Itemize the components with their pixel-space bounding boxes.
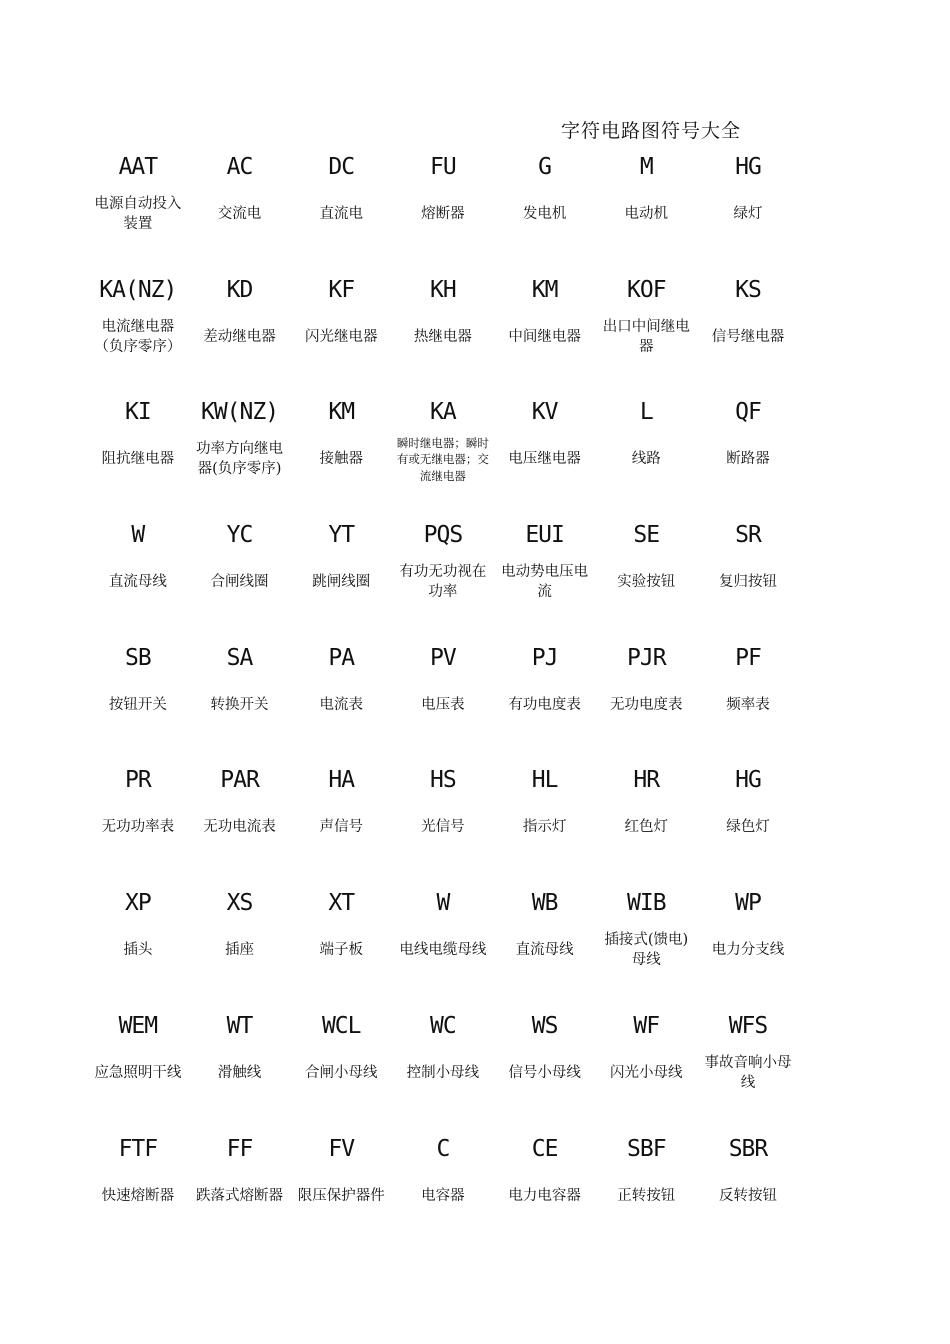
symbol-code: XP: [124, 890, 151, 917]
symbol-code: CE: [531, 1135, 558, 1162]
symbol-code: PJ: [531, 644, 558, 671]
symbol-description: 插接式(馈电)母线: [604, 932, 689, 969]
symbol-code: FU: [430, 154, 456, 180]
symbol-cell: [87, 393, 189, 516]
symbol-desc-box: [392, 560, 494, 604]
symbol-code: WP: [735, 890, 761, 917]
symbol-cell: [494, 148, 596, 271]
symbol-description: 应急照明干线: [94, 1064, 182, 1081]
symbol-code: KA(NZ): [99, 276, 177, 303]
symbol-description: 直流母线: [515, 942, 574, 959]
symbol-cell: [87, 639, 189, 762]
symbol-desc-box: [87, 560, 189, 604]
symbol-code: SA: [226, 644, 253, 671]
symbol-description: 电线电缆母线: [399, 942, 487, 959]
symbol-code: YC: [226, 522, 253, 549]
symbol-cell: [697, 393, 799, 516]
symbol-description: 发电机: [522, 206, 567, 222]
symbol-description: 断路器: [726, 451, 770, 468]
symbol-code: PQS: [423, 522, 463, 549]
symbol-code: PA: [328, 644, 355, 671]
symbol-cell: [595, 148, 697, 271]
symbol-desc-box: [392, 805, 494, 849]
symbol-desc-box: [494, 315, 596, 359]
symbol-code: KF: [328, 276, 355, 303]
symbol-desc-box: [392, 928, 494, 972]
symbol-cell: [392, 516, 494, 639]
symbol-description: 按钮开关: [108, 696, 167, 713]
symbol-desc-box: [494, 683, 596, 727]
symbol-description: 限压保护器件: [297, 1187, 385, 1204]
symbol-description: 功率方向继电器(负序零序): [196, 441, 284, 478]
symbol-code: WC: [430, 1012, 456, 1039]
symbol-description: 信号继电器: [711, 328, 785, 345]
symbol-desc-box: [697, 928, 799, 972]
symbol-code: WEM: [118, 1012, 158, 1039]
symbol-description: 频率表: [726, 696, 770, 713]
symbol-description: 电压表: [421, 696, 465, 713]
symbol-description: 合闸小母线: [304, 1064, 378, 1081]
symbol-desc-box: [290, 192, 392, 236]
symbol-cell: [189, 884, 291, 1007]
symbol-cell: [87, 884, 189, 1007]
symbol-description: 端子板: [319, 942, 363, 959]
symbol-desc-box: [290, 683, 392, 727]
symbol-row: [87, 761, 799, 884]
page-title: 字符电路图符号大全: [561, 120, 742, 142]
symbol-desc-box: [392, 1174, 494, 1218]
symbol-row: [87, 1130, 799, 1253]
symbol-code: WB: [531, 890, 558, 917]
symbol-code: HG: [735, 154, 761, 180]
symbol-desc-box: [189, 315, 291, 359]
symbol-code: W: [436, 890, 450, 917]
symbol-description: 电力分支线: [711, 942, 785, 959]
symbol-desc-box: [595, 437, 697, 481]
symbol-description: 线路: [631, 451, 661, 468]
symbol-code: KM: [531, 276, 558, 303]
symbol-description: 复归按钮: [718, 574, 777, 591]
symbol-cell: [392, 1007, 494, 1130]
symbol-desc-box: [494, 1174, 596, 1218]
symbol-description: 事故音响小母线: [704, 1054, 792, 1091]
symbol-code: W: [131, 522, 145, 549]
symbol-code: WT: [226, 1012, 253, 1039]
symbol-desc-box: [494, 1051, 596, 1095]
symbol-row: [87, 393, 799, 516]
symbol-description: 瞬时继电器；瞬时有或无继电器；交流继电器: [396, 435, 489, 483]
symbol-cell: [87, 761, 189, 884]
symbol-row: [87, 148, 799, 271]
symbol-description: 反转按钮: [718, 1187, 777, 1204]
symbol-description: 熔断器: [421, 206, 465, 222]
symbol-cell: [494, 1130, 596, 1253]
symbol-desc-box: [189, 437, 291, 481]
symbol-code: M: [639, 154, 653, 180]
symbol-desc-box: [392, 1051, 494, 1095]
symbol-code: HL: [531, 767, 558, 794]
symbol-code: FTF: [118, 1135, 158, 1162]
symbol-desc-box: [290, 1051, 392, 1095]
symbol-desc-box: [189, 928, 291, 972]
symbol-description: 插座: [225, 942, 255, 959]
symbol-description: 转换开关: [210, 696, 269, 713]
symbol-desc-box: [595, 560, 697, 604]
symbol-cell: [697, 1007, 799, 1130]
symbol-desc-box: [87, 192, 189, 236]
symbol-desc-box: [697, 805, 799, 849]
symbol-row: [87, 884, 799, 1007]
symbol-desc-box: [189, 683, 291, 727]
symbol-desc-box: [189, 192, 291, 236]
symbol-description: 有功电度表: [508, 696, 581, 713]
symbol-code: FF: [226, 1135, 253, 1162]
symbol-desc-box: [697, 1051, 799, 1095]
symbol-description: 声信号: [319, 819, 363, 836]
symbol-code: HR: [633, 767, 660, 794]
symbol-desc-box: [697, 683, 799, 727]
symbol-code: WS: [531, 1012, 558, 1039]
symbol-row: [87, 271, 799, 394]
symbol-desc-box: [290, 437, 392, 481]
symbol-desc-box: [87, 805, 189, 849]
symbol-desc-box: [595, 1051, 697, 1095]
symbol-cell: [494, 884, 596, 1007]
symbol-description: 光信号: [421, 819, 465, 836]
symbol-description: 绿灯: [733, 206, 763, 222]
symbol-code: XS: [226, 890, 253, 917]
symbol-code: KM: [328, 399, 355, 426]
symbol-cell: [189, 148, 291, 271]
symbol-desc-box: [87, 928, 189, 972]
symbol-desc-box: [494, 437, 596, 481]
symbol-code: KW(NZ): [200, 399, 279, 426]
symbol-cell: [290, 1007, 392, 1130]
symbol-cell: [189, 393, 291, 516]
symbol-code: SE: [633, 522, 660, 549]
symbol-desc-box: [595, 315, 697, 359]
symbol-cell: [697, 761, 799, 884]
symbol-description: 闪光继电器: [304, 328, 378, 345]
symbol-desc-box: [189, 805, 291, 849]
symbol-cell: [595, 884, 697, 1007]
symbol-desc-box: [87, 315, 189, 359]
symbol-desc-box: [392, 192, 494, 236]
symbol-desc-box: [595, 1174, 697, 1218]
symbol-desc-box: [392, 683, 494, 727]
symbol-cell: [494, 271, 596, 394]
symbol-description: 阻抗继电器: [101, 451, 175, 468]
symbol-cell: [290, 393, 392, 516]
symbol-description: 电流继电器（负序零序）: [94, 318, 182, 355]
symbol-cell: [494, 1007, 596, 1130]
symbol-desc-box: [87, 683, 189, 727]
symbol-code: PF: [735, 644, 761, 671]
symbol-code: PJR: [627, 644, 666, 671]
symbol-description: 插头: [123, 942, 153, 959]
symbol-description: 电动势电压电流: [501, 564, 589, 601]
symbol-cell: [87, 516, 189, 639]
symbol-desc-box: [494, 805, 596, 849]
symbol-cell: [494, 393, 596, 516]
symbol-description: 出口中间继电器: [602, 318, 690, 355]
symbol-desc-box: [87, 1051, 189, 1095]
symbol-desc-box: [595, 928, 697, 972]
symbol-code: SBF: [627, 1135, 666, 1162]
symbol-code: KI: [124, 399, 151, 426]
symbol-cell: [392, 1130, 494, 1253]
symbol-description: 闪光小母线: [610, 1064, 683, 1081]
symbol-description: 直流母线: [108, 574, 167, 591]
symbol-code: SBR: [728, 1135, 768, 1162]
symbol-description: 电力电容器: [508, 1187, 581, 1204]
symbol-code: YT: [328, 522, 355, 549]
symbol-code: C: [436, 1135, 450, 1162]
symbol-cell: [189, 1130, 291, 1253]
symbol-code: KS: [735, 276, 761, 303]
symbol-code: FV: [328, 1135, 355, 1162]
symbol-cell: [189, 516, 291, 639]
symbol-code: SR: [735, 522, 761, 549]
symbol-desc-box: [392, 437, 494, 481]
symbol-code: KOF: [627, 276, 666, 303]
symbol-description: 电动机: [624, 206, 669, 222]
symbol-code: XT: [328, 890, 355, 917]
symbol-desc-box: [290, 805, 392, 849]
symbol-cell: [595, 271, 697, 394]
symbol-description: 跌落式熔断器: [196, 1187, 284, 1204]
symbol-description: 差动继电器: [203, 328, 276, 345]
symbol-code: QF: [735, 399, 761, 426]
symbol-cell: [697, 884, 799, 1007]
symbol-cell: [290, 884, 392, 1007]
symbol-desc-box: [697, 437, 799, 481]
symbol-description: 滑触线: [217, 1064, 262, 1081]
symbol-description: 接触器: [319, 451, 363, 468]
symbol-description: 无功电流表: [203, 819, 276, 836]
symbol-code: HA: [328, 767, 355, 794]
symbol-code: WIB: [627, 890, 666, 917]
symbol-cell: [494, 516, 596, 639]
symbol-desc-box: [697, 560, 799, 604]
symbol-description: 电流表: [319, 696, 363, 713]
symbol-desc-box: [595, 192, 697, 236]
symbol-description: 信号小母线: [508, 1064, 581, 1081]
symbol-desc-box: [290, 928, 392, 972]
symbol-description: 红色灯: [624, 819, 669, 836]
symbol-desc-box: [494, 560, 596, 604]
symbol-cell: [87, 148, 189, 271]
symbol-code: DC: [328, 154, 355, 180]
symbol-desc-box: [87, 437, 189, 481]
symbol-code: KA: [430, 399, 456, 426]
symbol-code: KD: [226, 276, 253, 303]
symbol-cell: [595, 393, 697, 516]
symbol-code: WFS: [728, 1012, 768, 1039]
symbol-desc-box: [697, 192, 799, 236]
symbol-code: EUI: [525, 522, 564, 549]
symbol-cell: [87, 1130, 189, 1253]
symbol-cell: [290, 516, 392, 639]
symbol-description: 快速熔断器: [101, 1187, 175, 1204]
symbol-row: [87, 1007, 799, 1130]
symbol-desc-box: [189, 560, 291, 604]
symbol-cell: [595, 1007, 697, 1130]
symbol-cell: [392, 393, 494, 516]
symbol-cell: [494, 639, 596, 762]
symbol-code: G: [538, 154, 552, 180]
symbol-description: 直流电: [319, 206, 363, 222]
symbol-code: PV: [430, 644, 456, 671]
symbol-desc-box: [290, 1174, 392, 1218]
symbol-cell: [595, 516, 697, 639]
symbol-cell: [595, 1130, 697, 1253]
symbol-description: 电容器: [421, 1187, 465, 1204]
symbol-cell: [290, 1130, 392, 1253]
symbol-code: L: [639, 399, 653, 426]
symbol-desc-box: [595, 805, 697, 849]
symbol-code: AAT: [118, 154, 158, 180]
symbol-description: 无功电度表: [610, 696, 683, 713]
symbol-description: 交流电: [217, 206, 262, 222]
symbol-cell: [697, 148, 799, 271]
symbol-description: 绿色灯: [726, 819, 770, 836]
symbol-code: HG: [735, 767, 761, 794]
symbol-cell: [392, 639, 494, 762]
symbol-code: SB: [124, 644, 151, 671]
symbol-code: AC: [226, 154, 253, 180]
symbol-cell: [494, 761, 596, 884]
symbol-row: [87, 639, 799, 762]
symbol-description: 合闸线圈: [210, 574, 269, 591]
symbol-cell: [697, 1130, 799, 1253]
symbol-code: PR: [124, 767, 151, 794]
symbol-cell: [595, 639, 697, 762]
symbol-cell: [290, 148, 392, 271]
symbol-desc-box: [189, 1051, 291, 1095]
symbol-cell: [697, 271, 799, 394]
symbol-description: 有功无功视在功率: [399, 564, 487, 601]
symbol-cell: [392, 148, 494, 271]
symbol-desc-box: [697, 315, 799, 359]
symbol-code: KV: [531, 399, 558, 426]
symbol-desc-box: [87, 1174, 189, 1218]
symbol-desc-box: [392, 315, 494, 359]
symbol-description: 电源自动投入装置: [94, 196, 182, 232]
symbol-desc-box: [290, 315, 392, 359]
symbol-code: PAR: [220, 767, 259, 794]
symbol-description: 实验按钮: [617, 574, 676, 591]
symbol-cell: [87, 271, 189, 394]
symbol-cell: [290, 639, 392, 762]
symbol-cell: [290, 761, 392, 884]
symbol-cell: [392, 884, 494, 1007]
symbol-description: 跳闸线圈: [312, 574, 371, 591]
symbol-cell: [189, 761, 291, 884]
symbol-description: 正转按钮: [617, 1187, 676, 1204]
symbol-desc-box: [595, 683, 697, 727]
symbol-cell: [595, 761, 697, 884]
symbol-desc-box: [189, 1174, 291, 1218]
symbol-grid: [87, 148, 799, 1252]
symbol-description: 指示灯: [522, 819, 567, 836]
symbol-cell: [697, 516, 799, 639]
symbol-desc-box: [494, 928, 596, 972]
symbol-desc-box: [697, 1174, 799, 1218]
symbol-cell: [189, 1007, 291, 1130]
symbol-cell: [697, 639, 799, 762]
symbol-row: [87, 516, 799, 639]
symbol-code: WCL: [321, 1012, 361, 1039]
symbol-cell: [392, 271, 494, 394]
symbol-cell: [392, 761, 494, 884]
symbol-code: WF: [633, 1012, 660, 1039]
symbol-cell: [189, 639, 291, 762]
symbol-desc-box: [494, 192, 596, 236]
symbol-cell: [189, 271, 291, 394]
symbol-code: HS: [430, 767, 456, 794]
symbol-code: KH: [430, 276, 456, 303]
symbol-desc-box: [290, 560, 392, 604]
symbol-description: 中间继电器: [508, 328, 581, 345]
symbol-cell: [87, 1007, 189, 1130]
symbol-description: 控制小母线: [406, 1064, 480, 1081]
symbol-description: 无功功率表: [101, 819, 175, 836]
symbol-description: 热继电器: [413, 328, 472, 345]
symbol-cell: [290, 271, 392, 394]
symbol-description: 电压继电器: [508, 451, 581, 468]
